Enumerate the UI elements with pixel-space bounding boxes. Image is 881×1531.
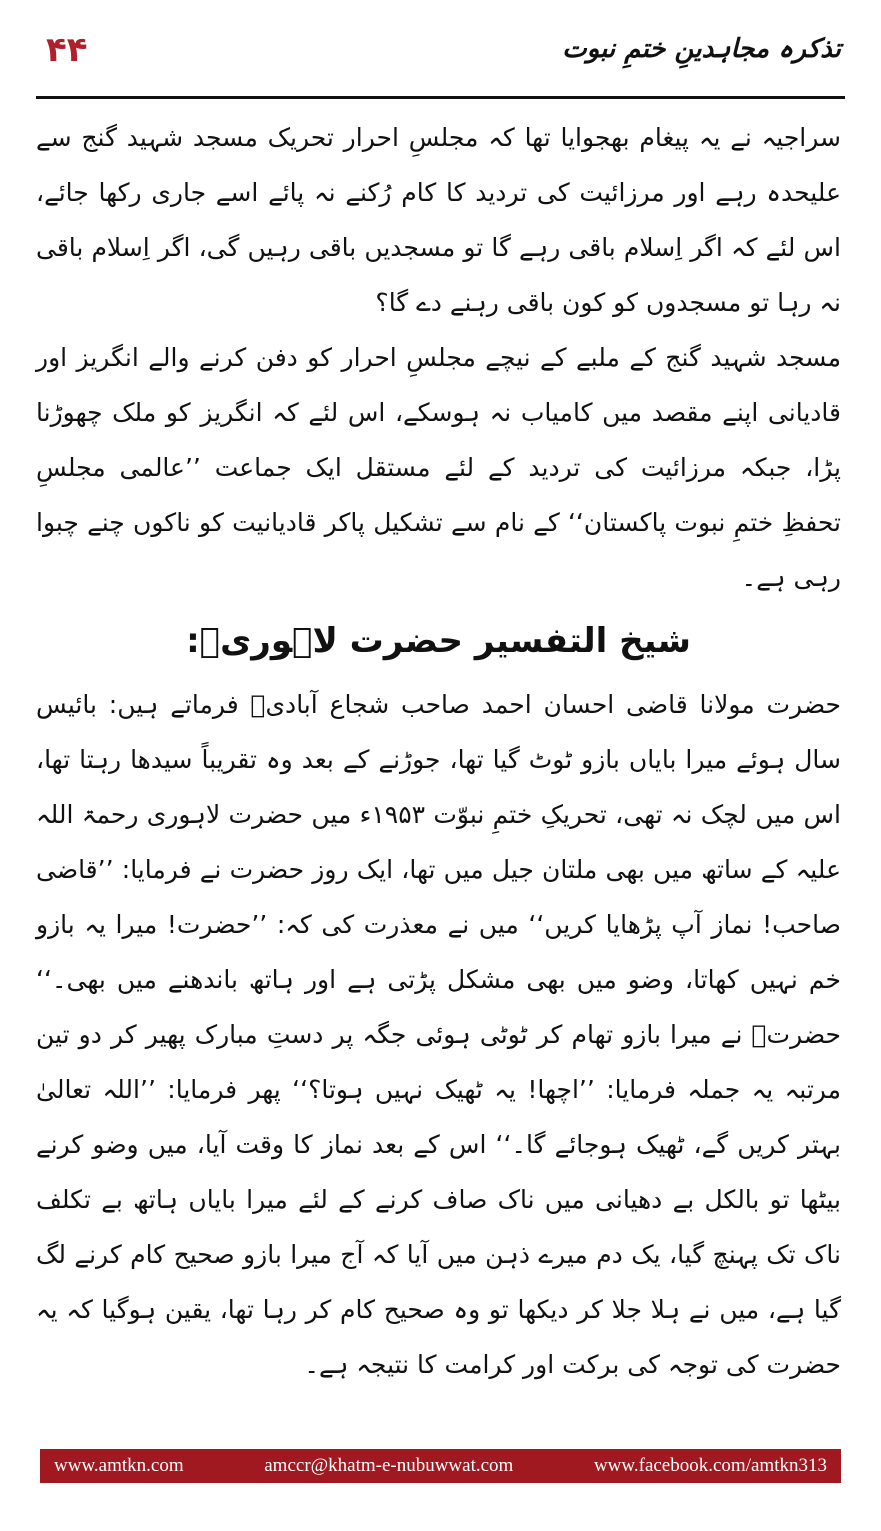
footer-bar (40, 1449, 841, 1483)
page-number: ۴۴ (46, 30, 88, 70)
footer-website-link[interactable]: www.amtkn.com (54, 1455, 184, 1476)
page-content (36, 110, 841, 1392)
section-heading: شیخ التفسیر حضرت لاہوریؒ: (186, 621, 691, 661)
footer-facebook-link[interactable]: www.facebook.com/amtkn313 (593, 1455, 827, 1476)
paragraph-2: مسجد شہید گنج کے ملبے کے نیچے مجلسِ احرار کو دفن کرنے والے انگریز اور قادیانی اپنے مقصد میں کامیاب نہ ہوسکے، اس لئے کہ انگریز کو ملک چھوڑنا پڑا، جبکہ مرزائیت کی تردید کے لئے مستقل ایک جماعت ’’عالمی مجلسِ تحفظِ ختمِ نبوت پاکستان‘‘ کے نام سے تشکیل پاکر قادیانیت کو ناکوں چنے چبوا رہی ہے۔ (36, 343, 841, 592)
header-rule (36, 96, 845, 99)
book-title: تذکرہ مجاہدینِ ختمِ نبوت (562, 34, 841, 64)
footer-email-link[interactable]: amccr@khatm-e-nubuwwat.com (264, 1455, 514, 1476)
paragraph-1: سراجیہ نے یہ پیغام بھجوایا تھا کہ مجلسِ احرار تحریک مسجد شہید گنج سے علیحدہ رہے اور مرزائیت کی تردید کا کام رُکنے نہ پائے اسے جاری رکھا جائے، اس لئے کہ اگر اِسلام باقی رہے گا تو مسجدیں باقی رہیں گی، اگر اِسلام باقی نہ رہا تو مسجدوں کو کون باقی رہنے دے گا؟ (36, 123, 841, 317)
paragraph-3: حضرت مولانا قاضی احسان احمد صاحب شجاع آبادیؒ فرماتے ہیں: بائیس سال ہوئے میرا بایاں بازو ٹوٹ گیا تھا، جوڑنے کے بعد وہ تقریباً سیدھا رہتا تھا، اس میں لچک نہ تھی، تحریکِ ختمِ نبوّت ۱۹۵۳ء میں حضرت لاہوری رحمۃ اللہ علیہ کے ساتھ میں بھی ملتان جیل میں تھا، ایک روز حضرت نے فرمایا: ’’قاضی صاحب! نماز آپ پڑھایا کریں‘‘ میں نے معذرت کی کہ: ’’حضرت! میرا یہ بازو خم نہیں کھاتا، وضو میں بھی مشکل پڑتی ہے اور ہاتھ باندھنے میں بھی۔‘‘ حضرتؒ نے میرا بازو تھام کر ٹوٹی ہوئی جگہ پر دستِ مبارک پھیر کر دو تین مرتبہ یہ جملہ فرمایا: ’’اچھا! یہ ٹھیک نہیں ہوتا؟‘‘ پھر فرمایا: ’’اللہ تعالیٰ بہتر کریں گے، ٹھیک ہوجائے گا۔‘‘ اس کے بعد نماز کا وقت آیا، میں وضو کرنے بیٹھا تو بالکل بے دھیانی میں ناک صاف کرنے کے لئے میرا بایاں ہاتھ بے تکلف ناک تک پہنچ گیا، یک دم میرے ذہن میں آیا کہ آج میرا بازو صحیح کام کرنے لگ گیا ہے، میں نے ہلا جلا کر دیکھا تو وہ صحیح کام کر رہا تھا، یقین ہوگیا کہ یہ حضرت کی توجہ کی برکت اور کرامت کا نتیجہ ہے۔ (36, 690, 841, 1379)
